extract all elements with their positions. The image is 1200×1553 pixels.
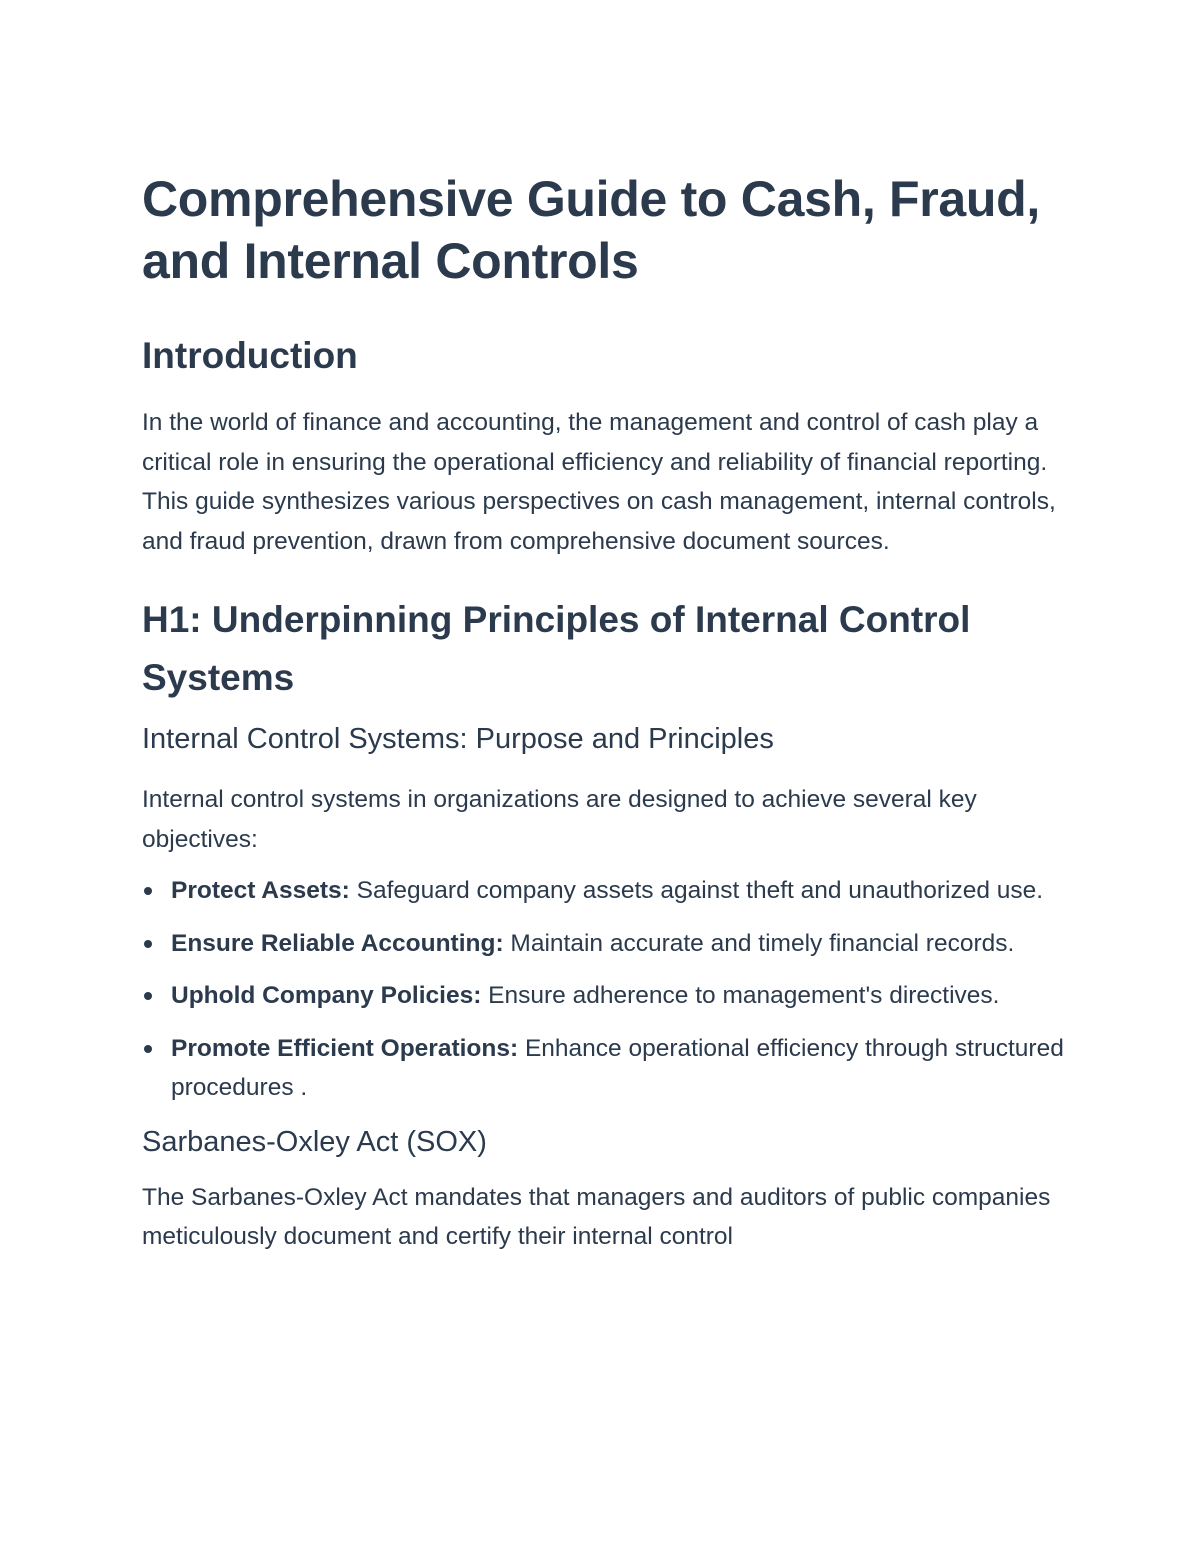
- objective-term: Ensure Reliable Accounting:: [171, 929, 504, 957]
- objectives-list: [142, 871, 1072, 1108]
- sox-paragraph: The Sarbanes-Oxley Act mandates that managers and auditors of public companies meticulously document and certify their internal control: [142, 1183, 1051, 1250]
- list-item: [142, 1029, 1072, 1108]
- introduction-paragraph: In the world of finance and accounting, the management and control of cash play a critical role in ensuring the operational efficiency and reliability of financial reporting. This guide synthesizes various perspectives on cash management, internal controls, and fraud prevention, drawn from comprehensive document sources.: [142, 409, 1056, 555]
- document-page: [142, 168, 1072, 1257]
- objective-text: Safeguard company assets against theft and unauthorized use.: [349, 877, 1044, 904]
- objective-term: Uphold Company Policies:: [171, 982, 482, 1009]
- list-item: [142, 871, 1072, 911]
- bullet-icon: [144, 992, 152, 1000]
- bullet-icon: [144, 940, 152, 948]
- bullet-icon: [144, 887, 152, 895]
- ics-paragraph: Internal control systems in organizations are designed to achieve several key objectives:: [142, 786, 977, 853]
- list-item: [142, 924, 1072, 964]
- introduction-heading: Introduction: [142, 335, 358, 376]
- bullet-icon: [144, 1045, 152, 1053]
- objective-term: Protect Assets:: [171, 877, 350, 904]
- objective-text: Ensure adherence to management's directives.: [481, 982, 1000, 1009]
- sox-heading: Sarbanes-Oxley Act (SOX): [142, 1125, 487, 1158]
- section-h1-heading: H1: Underpinning Principles of Internal Control Systems: [142, 599, 971, 698]
- objective-term: Promote Efficient Operations:: [171, 1034, 519, 1062]
- list-item: [142, 976, 1072, 1016]
- objective-text: Maintain accurate and timely financial records.: [503, 929, 1015, 957]
- objective-text: Enhance operational efficiency through structured procedures .: [171, 1034, 1064, 1101]
- document-title: Comprehensive Guide to Cash, Fraud, and Internal Controls: [142, 171, 1040, 289]
- ics-heading: Internal Control Systems: Purpose and Principles: [142, 723, 774, 755]
